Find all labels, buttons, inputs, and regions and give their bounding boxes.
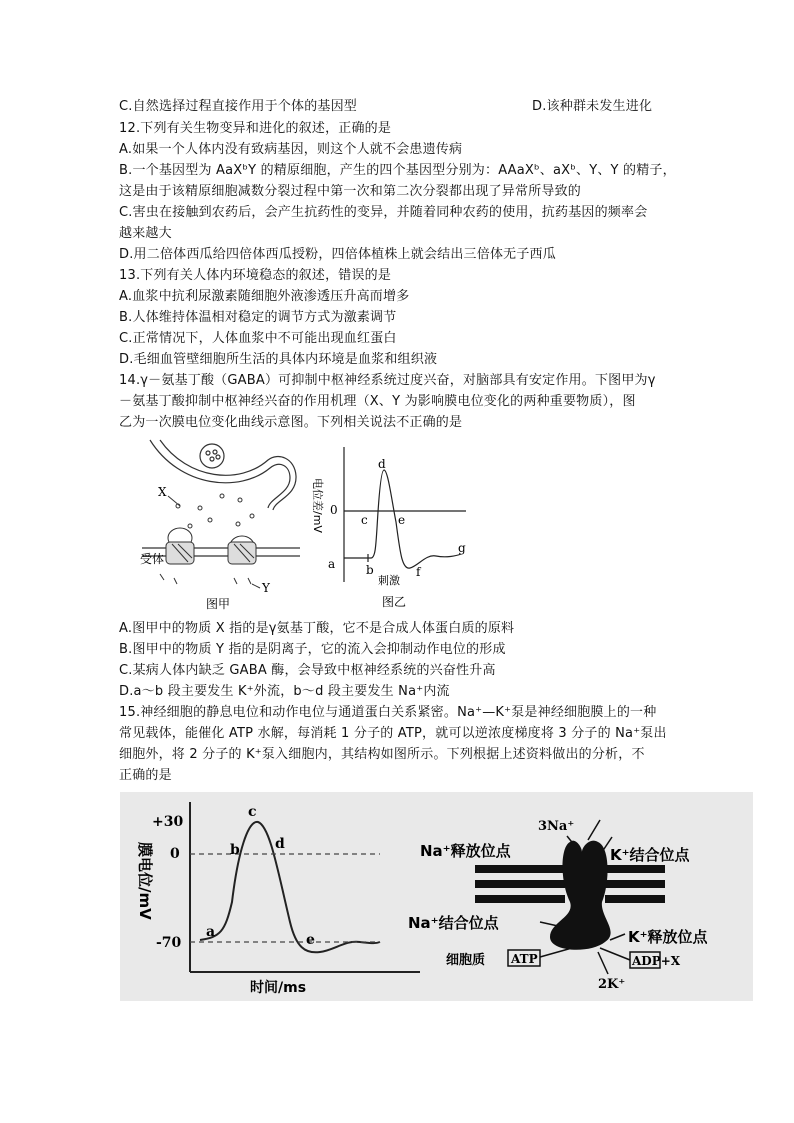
adp-x-label: ADP+X [632, 954, 681, 968]
na-binding-site-label: Na⁺结合位点 [408, 914, 499, 932]
tick-plus30: +30 [152, 814, 184, 830]
point-b: b [366, 563, 374, 577]
question-14-option-b: B.图甲中的物质 Y 指的是阴离子，它的流入会抑制动作电位的形成 [119, 642, 506, 657]
question-12-option-c: C.害虫在接触到农药后，会产生抗药性的变异，并随着同种农药的使用，抗药基因的频率会 [119, 205, 648, 220]
question-12-option-b: B.一个基因型为 AaXᵇY 的精原细胞，产生的四个基因型分别为：AAaXᵇ、aXᵇ、Y、Y 的精子， [119, 163, 676, 178]
time-axis-label: 时间/ms [250, 980, 307, 996]
point-d: d [378, 457, 386, 471]
question-15-stem-cont: 常见载体，能催化 ATP 水解，每消耗 1 分子的 ATP，就可以逆浓度梯度将 3 分子的 Na⁺泵出 [119, 726, 667, 741]
question-13-option-b: B.人体维持体温相对稳定的调节方式为激素调节 [119, 310, 397, 325]
k-binding-site-label: K⁺结合位点 [610, 846, 690, 864]
question-15-stem-cont2: 细胞外，将 2 分子的 K⁺泵入细胞内，其结构如图所示。下列根据上述资料做出的分析，不 [119, 747, 645, 762]
figure-jia-caption: 图甲 [206, 597, 231, 611]
figure-jia [140, 438, 310, 613]
y-label: Y [262, 581, 270, 595]
y-axis-label: 电位差/mV [311, 478, 324, 533]
cytoplasm-label: 细胞质 [446, 953, 486, 968]
question-12-option-c-cont: 越来越大 [119, 226, 172, 241]
tick-zero: 0 [170, 846, 180, 862]
receptor-right [228, 536, 256, 564]
question-13-option-c: C.正常情况下，人体血浆中不可能出现血红蛋白 [119, 331, 397, 346]
figure-15-photo [120, 792, 753, 1001]
tick-minus70: -70 [156, 935, 182, 951]
point-c: c [361, 513, 368, 527]
question-14-stem-cont: －氨基丁酸抑制中枢神经兴奋的作用机理（X、Y 为影响膜电位变化的两种重要物质），图 [119, 394, 636, 409]
atp-label: ATP [511, 952, 538, 966]
question-14-option-d: D.a～b 段主要发生 K⁺外流，b～d 段主要发生 Na⁺内流 [119, 684, 450, 699]
question-15-stem-cont3: 正确的是 [119, 768, 172, 783]
x-label: X [158, 485, 167, 499]
receptor-left [166, 528, 194, 564]
k2-label: 2K⁺ [598, 977, 626, 992]
question-13-stem: 13.下列有关人体内环境稳态的叙述，错误的是 [119, 268, 392, 283]
k-release-site-label: K⁺释放位点 [628, 928, 708, 946]
graph-point-a: a [206, 924, 216, 940]
question-13-option-d: D.毛细血管壁细胞所生活的具体内环境是血浆和组织液 [119, 352, 438, 367]
question-12-option-d: D.用二倍体西瓜给四倍体西瓜授粉，四倍体植株上就会结出三倍体无子西瓜 [119, 247, 556, 262]
question-14-option-c: C.某病人体内缺乏 GABA 酶，会导致中枢神经系统的兴奋性升高 [119, 663, 496, 678]
question-12-option-b-cont: 这是由于该精原细胞减数分裂过程中第一次和第二次分裂都出现了异常所导致的 [119, 184, 582, 199]
point-e: e [398, 513, 406, 527]
membrane-potential-label: 膜电位/mV [136, 842, 154, 920]
question-14-stem: 14.γ－氨基丁酸（GABA）可抑制中枢神经系统过度兴奋，对脑部具有安定作用。下图甲为γ [119, 373, 656, 388]
option-12-prev-c [119, 98, 653, 116]
figure-yi-caption: 图乙 [382, 595, 407, 609]
question-15-stem: 15.神经细胞的静息电位和动作电位与通道蛋白关系紧密。Na⁺—K⁺泵是神经细胞膜上的一种 [119, 705, 657, 720]
figure-yi [306, 442, 476, 612]
question-13-option-a: A.血浆中抗利尿激素随细胞外液渗透压升高而增多 [119, 289, 410, 304]
graph-point-b: b [230, 842, 240, 858]
stimulus-label: 刺激 [378, 574, 400, 587]
point-a: a [328, 557, 336, 571]
na3-label: 3Na⁺ [538, 819, 575, 834]
point-g: g [458, 541, 466, 555]
point-f: f [416, 565, 421, 579]
na-release-site-label: Na⁺释放位点 [420, 842, 511, 860]
receptor-label: 受体 [140, 552, 165, 566]
graph-point-e: e [306, 932, 315, 948]
question-12-stem: 12.下列有关生物变异和进化的叙述，正确的是 [119, 121, 392, 136]
option-d-text: D.该种群未发生进化 [532, 99, 653, 114]
question-14-stem-cont2: 乙为一次膜电位变化曲线示意图。下列相关说法不正确的是 [119, 415, 463, 430]
option-c-text: C.自然选择过程直接作用于个体的基因型 [119, 99, 358, 114]
graph-point-d: d [275, 836, 285, 852]
zero-tick: 0 [330, 503, 338, 517]
question-12-option-a: A.如果一个人体内没有致病基因，则这个人就不会患遗传病 [119, 142, 463, 157]
graph-point-c: c [248, 804, 257, 820]
question-14-option-a: A.图甲中的物质 X 指的是γ氨基丁酸，它不是合成人体蛋白质的原料 [119, 621, 515, 636]
